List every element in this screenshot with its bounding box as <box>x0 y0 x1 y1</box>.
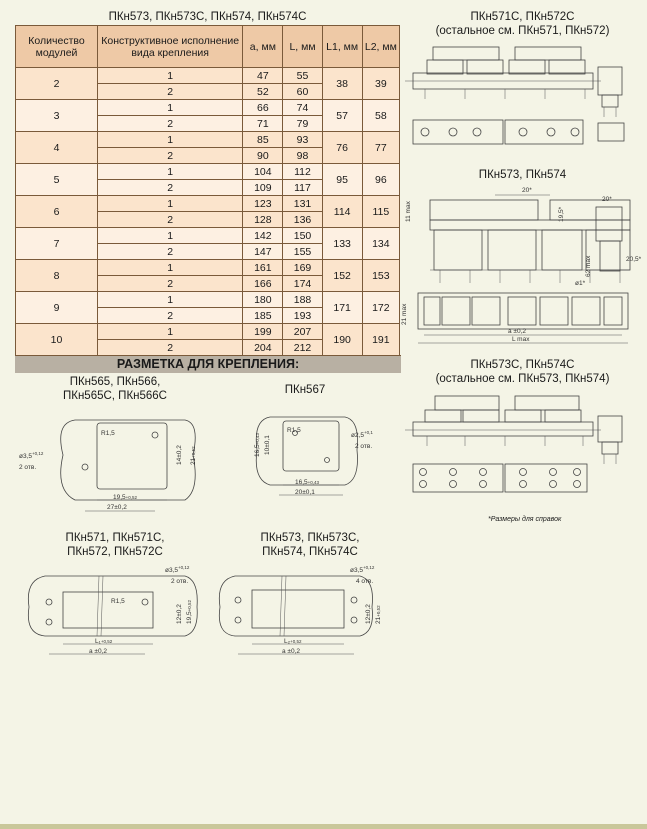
drawing-573 <box>400 185 645 355</box>
cell-mount-type: 1 <box>98 292 243 308</box>
layout-571-h2-val: 19,5 <box>186 611 193 624</box>
layout-567-hole-tol: +0,1 <box>364 430 373 435</box>
layout-567-hole-size: ø2,5 <box>351 432 365 439</box>
header-l: L, мм <box>283 26 322 68</box>
layout-title-571 <box>40 531 190 559</box>
cell-mount-type: 1 <box>98 68 243 84</box>
cell-l: 136 <box>283 212 322 228</box>
layout-565-h2 <box>190 446 197 465</box>
cell-modules: 2 <box>16 68 98 100</box>
cell-a: 128 <box>243 212 283 228</box>
cell-modules: 6 <box>16 196 98 228</box>
layout-567 <box>235 405 400 510</box>
cell-mount-type: 1 <box>98 132 243 148</box>
cell-l: 169 <box>283 260 322 276</box>
cell-a: 85 <box>243 132 283 148</box>
drawing-title-573c-line1: ПКн573С, ПКн574С <box>470 359 575 371</box>
layout-title-573-line1: ПКн573, ПКн573С, <box>260 532 360 544</box>
table-row <box>16 196 400 212</box>
layout-567-h1-tol: +0,43 <box>255 432 260 445</box>
cell-l: 155 <box>283 244 322 260</box>
layout-title-565-line1: ПКн565, ПКн566, <box>69 376 161 388</box>
cell-modules: 3 <box>16 100 98 132</box>
layout-565-h1: 14±0,2 <box>176 445 183 465</box>
layout-571-h2-tol: +0,52 <box>187 599 192 612</box>
layout-573-w1-val: L₂ <box>284 638 291 645</box>
layout-title-573-line2: ПКн574, ПКн574С <box>262 546 358 558</box>
layout-573-count: 4 отв. <box>356 578 374 585</box>
layout-567-radius: R1,5 <box>287 427 301 434</box>
dim-21-max: 21 max <box>401 303 408 325</box>
cell-l1: 152 <box>322 260 362 292</box>
dimension-table <box>15 25 400 356</box>
header-modules: Количество модулей <box>16 26 98 68</box>
dim-phi-1: ø1* <box>575 280 586 287</box>
layout-571-w1-val: L₁ <box>95 638 101 645</box>
cell-mount-type: 1 <box>98 260 243 276</box>
cell-l1: 76 <box>322 132 362 164</box>
cell-l1: 190 <box>322 324 362 356</box>
layout-565-count: 2 отв. <box>19 464 37 471</box>
header-a: а, мм <box>243 26 283 68</box>
cell-modules: 5 <box>16 164 98 196</box>
layout-567-h1 <box>254 432 261 457</box>
cell-l2: 134 <box>362 228 399 260</box>
layout-573-h2-val: 21 <box>375 616 382 624</box>
cell-l: 131 <box>283 196 322 212</box>
cell-a: 161 <box>243 260 283 276</box>
cell-modules: 8 <box>16 260 98 292</box>
cell-l1: 95 <box>322 164 362 196</box>
table-row <box>16 132 400 148</box>
cell-l2: 153 <box>362 260 399 292</box>
header-l1: L1, мм <box>322 26 362 68</box>
layout-565-w2: 27±0,2 <box>107 504 127 511</box>
layout-573-hole <box>350 565 375 574</box>
layout-565-w1-tol: +0,52 <box>125 495 138 500</box>
dim-20-5: 20,5* <box>626 256 642 263</box>
cell-modules: 4 <box>16 132 98 164</box>
layout-title-573 <box>245 531 375 559</box>
cell-mount-type: 1 <box>98 196 243 212</box>
layout-567-count: 2 отв. <box>355 443 373 450</box>
cell-modules: 10 <box>16 324 98 356</box>
layout-567-h2: 10±0,1 <box>264 435 271 455</box>
cell-mount-type: 2 <box>98 276 243 292</box>
cell-a: 66 <box>243 100 283 116</box>
drawing-571c <box>405 45 645 155</box>
cell-l2: 172 <box>362 292 399 324</box>
cell-l1: 57 <box>322 100 362 132</box>
cell-l: 117 <box>283 180 322 196</box>
dim-l-max: L max <box>512 336 530 343</box>
layout-567-w1-val: 16,5 <box>295 479 308 486</box>
layout-565-hole-tol: +0,12 <box>32 451 44 456</box>
dim-62-max: 62 max <box>585 255 592 277</box>
layout-571-h1: 12±0,2 <box>176 604 183 624</box>
cell-l: 212 <box>283 340 322 356</box>
layout-573-hole-tol: +0,12 <box>363 565 375 570</box>
cell-mount-type: 2 <box>98 340 243 356</box>
dim-20-top: 20* <box>522 187 532 194</box>
cell-l: 79 <box>283 116 322 132</box>
drawing-title-571c-line1: ПКн571С, ПКн572С <box>470 11 575 23</box>
drawing-title-573c-line2: (остальное см. ПКн573, ПКн574) <box>435 373 610 385</box>
layout-567-w2: 20±0,1 <box>295 489 315 496</box>
cell-mount-type: 1 <box>98 228 243 244</box>
layout-573-h2 <box>375 605 382 624</box>
cell-modules: 7 <box>16 228 98 260</box>
layout-565-hole-size: ø3,5 <box>19 453 33 460</box>
cell-l: 98 <box>283 148 322 164</box>
cell-l: 188 <box>283 292 322 308</box>
cell-mount-type: 2 <box>98 84 243 100</box>
layout-573-hole-size: ø3,5 <box>350 567 364 574</box>
cell-mount-type: 2 <box>98 116 243 132</box>
cell-mount-type: 2 <box>98 212 243 228</box>
cell-a: 142 <box>243 228 283 244</box>
cell-l2: 115 <box>362 196 399 228</box>
cell-a: 123 <box>243 196 283 212</box>
cell-a: 166 <box>243 276 283 292</box>
cell-a: 47 <box>243 68 283 84</box>
cell-a: 104 <box>243 164 283 180</box>
cell-a: 90 <box>243 148 283 164</box>
header-mount-type: Конструктивное исполнение вида крепления <box>98 26 243 68</box>
cell-l2: 39 <box>362 68 399 100</box>
layout-573-w1-tol: +0,52 <box>290 639 302 644</box>
cell-l: 55 <box>283 68 322 84</box>
layout-title-565-line2: ПКн565С, ПКн566С <box>62 390 167 402</box>
cell-l2: 77 <box>362 132 399 164</box>
cell-a: 180 <box>243 292 283 308</box>
cell-l2: 58 <box>362 100 399 132</box>
drawing-title-571c <box>405 10 640 38</box>
layout-565-radius: R1,5 <box>101 430 115 437</box>
cell-mount-type: 2 <box>98 308 243 324</box>
dim-20-side: 20* <box>602 196 612 203</box>
header-l2: L2, мм <box>362 26 399 68</box>
layout-573 <box>210 562 400 662</box>
cell-a: 204 <box>243 340 283 356</box>
cell-l2: 96 <box>362 164 399 196</box>
table-row <box>16 100 400 116</box>
layout-571 <box>15 562 220 662</box>
layout-571-count: 2 отв. <box>171 578 189 585</box>
section-band: РАЗМЕТКА ДЛЯ КРЕПЛЕНИЯ: <box>15 355 401 373</box>
layout-571-hole-size: ø3,5 <box>165 567 179 574</box>
reference-note: *Размеры для справок <box>488 516 562 523</box>
layout-573-w2: a ±0,2 <box>282 648 301 655</box>
cell-l1: 114 <box>322 196 362 228</box>
layout-571-w1-tol: +0,52 <box>100 639 113 644</box>
layout-573-h2-tol: +0,52 <box>376 605 381 617</box>
table-row <box>16 260 400 276</box>
cell-a: 185 <box>243 308 283 324</box>
layout-title-571-line2: ПКн572, ПКн572С <box>67 546 163 558</box>
cell-l1: 171 <box>322 292 362 324</box>
cell-mount-type: 1 <box>98 100 243 116</box>
cell-a: 71 <box>243 116 283 132</box>
cell-l: 93 <box>283 132 322 148</box>
cell-l1: 133 <box>322 228 362 260</box>
layout-565-w1-val: 19,5 <box>113 494 126 501</box>
drawing-title-571c-line2: (остальное см. ПКн571, ПКн572) <box>435 25 610 37</box>
cell-a: 199 <box>243 324 283 340</box>
cell-a: 147 <box>243 244 283 260</box>
layout-571-hole-tol: +0,12 <box>178 565 190 570</box>
dim-19-5: 19,5* <box>558 206 565 222</box>
cell-mount-type: 2 <box>98 148 243 164</box>
cell-l: 207 <box>283 324 322 340</box>
cell-mount-type: 2 <box>98 244 243 260</box>
cell-l: 174 <box>283 276 322 292</box>
cell-mount-type: 1 <box>98 324 243 340</box>
layout-571-hole <box>165 565 190 574</box>
cell-l: 60 <box>283 84 322 100</box>
layout-573-h1: 12±0,2 <box>365 604 372 624</box>
layout-title-567: ПКн567 <box>284 384 326 396</box>
cell-l: 193 <box>283 308 322 324</box>
layout-565-hole <box>19 451 44 460</box>
drawing-title-573c <box>405 358 640 386</box>
cell-l: 150 <box>283 228 322 244</box>
layout-title-565 <box>45 375 185 403</box>
layout-565-w1 <box>113 494 138 501</box>
layout-571-radius: R1,5 <box>111 598 125 605</box>
table-body <box>16 68 400 356</box>
layout-567-w1-tol: +0,43 <box>307 480 320 485</box>
cell-l: 112 <box>283 164 322 180</box>
layout-571-w1 <box>95 638 113 645</box>
layout-573-w1 <box>284 638 302 645</box>
cell-l2: 191 <box>362 324 399 356</box>
table-row <box>16 68 400 84</box>
cell-l: 74 <box>283 100 322 116</box>
drawing-573c <box>405 392 645 507</box>
dim-11-max: 11 max <box>405 201 412 222</box>
cell-l1: 38 <box>322 68 362 100</box>
cell-mount-type: 2 <box>98 180 243 196</box>
layout-565-h2-tol: +0,52 <box>191 446 196 458</box>
cell-mount-type: 1 <box>98 164 243 180</box>
bottom-bar <box>0 824 647 829</box>
dim-a-top: a ±0,2 <box>508 328 527 335</box>
table-row <box>16 164 400 180</box>
table-row <box>16 324 400 340</box>
drawing-title-573: ПКн573, ПКн574 <box>478 169 567 181</box>
cell-a: 52 <box>243 84 283 100</box>
layout-567-h1-val: 16,5 <box>254 444 261 457</box>
layout-565-h2-val: 21 <box>190 457 197 465</box>
layout-title-571-line1: ПКн571, ПКн571С, <box>65 532 165 544</box>
table-row <box>16 228 400 244</box>
layout-567-hole <box>351 430 373 439</box>
cell-modules: 9 <box>16 292 98 324</box>
layout-571-h2 <box>186 599 193 624</box>
layout-571-w2: a ±0,2 <box>89 648 108 655</box>
layout-565 <box>15 405 230 520</box>
table-title: ПКн573, ПКн573С, ПКн574, ПКн574С <box>108 11 307 23</box>
layout-567-w1 <box>295 479 320 486</box>
table-row <box>16 292 400 308</box>
cell-a: 109 <box>243 180 283 196</box>
